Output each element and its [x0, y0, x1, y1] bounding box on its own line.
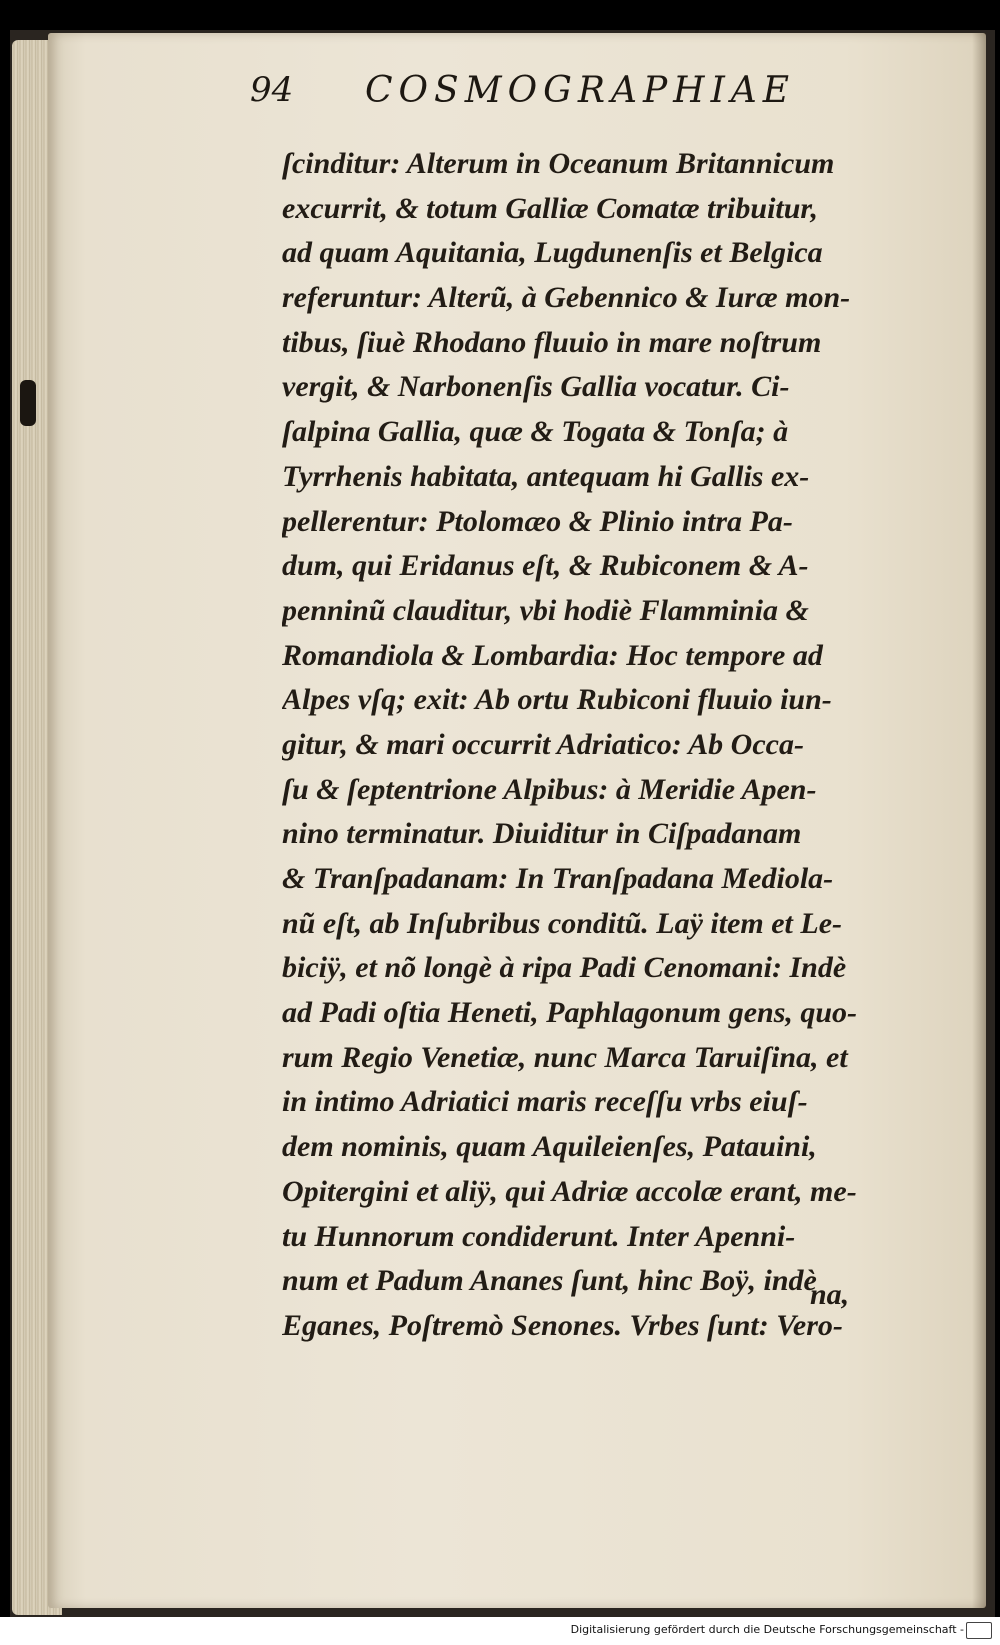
text-line: Opitergini et aliÿ, qui Adriæ accolæ erant, me- [282, 1174, 857, 1208]
text-line: ſu & ſeptentrione Alpibus: à Meridie Apen- [282, 772, 817, 806]
text-line: in intimo Adriatici maris receſſu vrbs eiuſ- [282, 1085, 808, 1119]
text-line: ad quam Aquitania, Lugdunenſis et Belgica [282, 236, 823, 270]
running-head-title: COSMOGRAPHIAE [365, 70, 796, 111]
funding-note: Digitalisierung gefördert durch die Deutsche Forschungsgemeinschaft - [570, 1623, 964, 1636]
text-line: Tyrrhenis habitata, antequam hi Gallis ex- [282, 459, 810, 493]
footer-bar [0, 1617, 1000, 1645]
page-number: 94 [250, 70, 294, 110]
text-line: referuntur: Alterũ, à Gebennico & Iuræ mon- [282, 281, 851, 315]
catchword: na, [810, 1278, 850, 1311]
text-line: vergit, & Narbonenſis Gallia vocatur. Ci- [282, 370, 790, 404]
ink-mark [20, 380, 36, 426]
text-line: ſalpina Gallia, quæ & Togata & Tonſa; à [282, 415, 789, 449]
text-line: num et Padum Ananes ſunt, hinc Boÿ, indè [282, 1264, 817, 1298]
text-line: nũ eſt, ab Inſubribus conditũ. Laÿ item et Le- [282, 906, 843, 940]
text-line: gitur, & mari occurrit Adriatico: Ab Occa- [282, 727, 804, 761]
text-line: Alpes vſq; exit: Ab ortu Rubiconi fluuio iun- [282, 683, 832, 717]
text-line: tu Hunnorum condiderunt. Inter Apenni- [282, 1219, 796, 1253]
text-line: tibus, ſiuè Rhodano fluuio in mare noſtrum [282, 325, 822, 359]
text-line: biciÿ, et nõ longè à ripa Padi Cenomani: Indè [282, 951, 847, 985]
text-line: dem nominis, quam Aquileienſes, Patauini, [282, 1130, 817, 1164]
text-line: ſcinditur: Alterum in Oceanum Britannicum [282, 147, 835, 180]
text-line: pellerentur: Ptolomæo & Plinio intra Pa- [282, 504, 793, 538]
text-line: Romandiola & Lombardia: Hoc tempore ad [282, 638, 823, 672]
text-line: nino terminatur. Diuiditur in Ciſpadanam [282, 817, 802, 851]
text-line: & Tranſpadanam: In Tranſpadana Mediola- [282, 862, 834, 895]
text-line: excurrit, & totum Galliæ Comatæ tribuitur, [282, 191, 818, 225]
spine-shadow [972, 33, 986, 1608]
text-line: penninũ clauditur, vbi hodiè Flamminia & [282, 593, 809, 627]
dfg-logo-icon [966, 1622, 992, 1639]
text-line: rum Regio Venetiæ, nunc Marca Taruiſina, et [282, 1040, 848, 1074]
running-head [250, 70, 870, 130]
text-line: dum, qui Eridanus eſt, & Rubiconem & A- [282, 549, 809, 583]
text-line: ad Padi oſtia Heneti, Paphlagonum gens, quo- [282, 996, 858, 1030]
text-line: Eganes, Poſtremò Senones. Vrbes ſunt: Vero- [282, 1308, 843, 1342]
body-text [282, 142, 912, 1349]
